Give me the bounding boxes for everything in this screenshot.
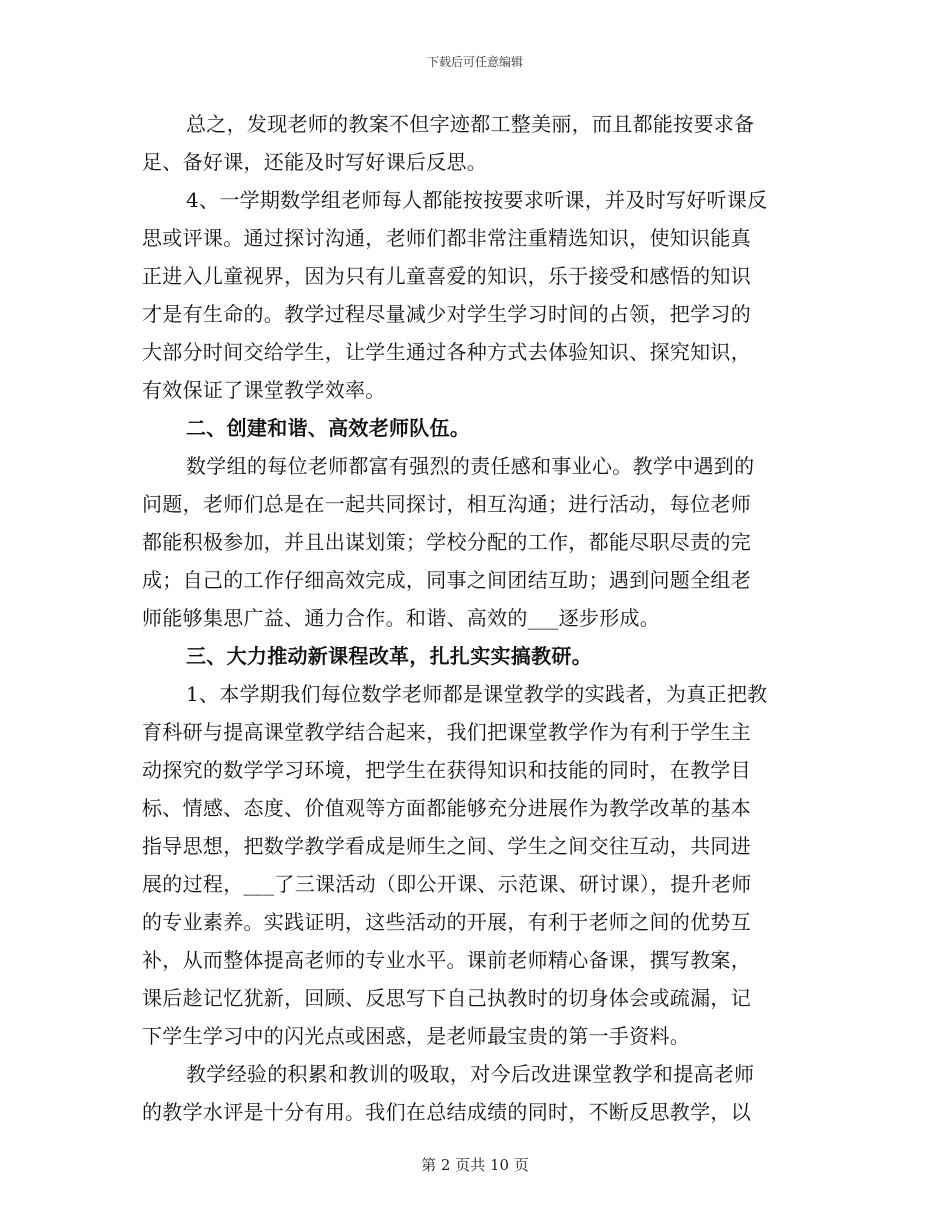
paragraph-line: 思或评课。通过探讨沟通，老师们都非常注重精选知识，使知识能真: [142, 226, 751, 250]
paragraph-line: 指导思想，把数学教学看成是师生之间、学生之间交往互动，共同进: [142, 834, 751, 858]
paragraph-line: 成；自己的工作仔细高效完成，同事之间团结互助；遇到问题全组老: [142, 568, 751, 592]
paragraph-line: 都能积极参加，并且出谋划策；学校分配的工作，都能尽职尽责的完: [142, 530, 751, 554]
paragraph-line: 标、情感、态度、价值观等方面都能够充分进展作为教学改革的基本: [142, 796, 751, 820]
paragraph-line: 补，从而整体提高老师的专业水平。课前老师精心备课，撰写教案，: [142, 948, 751, 972]
page-footer: 第 2 页共 10 页: [421, 1156, 529, 1174]
paragraph-line: 动探究的数学学习环境，把学生在获得知识和技能的同时，在教学目: [142, 758, 751, 782]
section-heading: 三、大力推动新课程改革，扎扎实实搞教研。: [186, 644, 592, 668]
paragraph-line: 育科研与提高课堂教学结合起来，我们把课堂教学作为有利于学生主: [142, 720, 751, 744]
paragraph-line: 的教学水评是十分有用。我们在总结成绩的同时，不断反思教学，以: [142, 1100, 751, 1124]
paragraph-line: 数学组的每位老师都富有强烈的责任感和事业心。教学中遇到的: [186, 454, 755, 478]
paragraph-line: 下学生学习中的闪光点或困惑，是老师最宝贵的第一手资料。: [142, 1024, 691, 1048]
paragraph-line: 正进入儿童视界，因为只有儿童喜爱的知识，乐于接受和感悟的知识: [142, 264, 751, 288]
paragraph-line: 的专业素养。实践证明，这些活动的开展，有利于老师之间的优势互: [142, 910, 751, 934]
paragraph-line: 问题，老师们总是在一起共同探讨，相互沟通；进行活动，每位老师: [142, 492, 751, 516]
document-body: [142, 105, 802, 1131]
paragraph-line: 展的过程，___了三课活动（即公开课、示范课、研讨课），提升老师: [142, 872, 752, 896]
paragraph-line: 大部分时间交给学生，让学生通过各种方式去体验知识、探究知识，: [142, 340, 751, 364]
paragraph-line: 足、备好课，还能及时写好课后反思。: [142, 150, 488, 174]
paragraph-line: 才是有生命的。教学过程尽量减少对学生学习时间的占领，把学习的: [142, 302, 751, 326]
page-header: 下载后可任意编辑: [426, 55, 523, 69]
paragraph-line: 教学经验的积累和教训的吸取，对今后改进课堂教学和提高老师: [186, 1062, 755, 1086]
paragraph-line: 课后趁记忆犹新，回顾、反思写下自己执教时的切身体会或疏漏，记: [142, 986, 751, 1010]
paragraph-line: 有效保证了课堂教学效率。: [142, 378, 386, 402]
section-heading: 二、创建和谐、高效老师队伍。: [186, 416, 471, 440]
paragraph-line: 师能够集思广益、通力合作。和谐、高效的___逐步形成。: [142, 606, 661, 630]
paragraph-line: 1、本学期我们每位数学老师都是课堂教学的实践者，为真正把教: [186, 682, 768, 706]
paragraph-line: 总之，发现老师的教案不但字迹都工整美丽，而且都能按要求备: [186, 112, 755, 136]
paragraph-line: 4、一学期数学组老师每人都能按按要求听课，并及时写好听课反: [186, 188, 768, 212]
